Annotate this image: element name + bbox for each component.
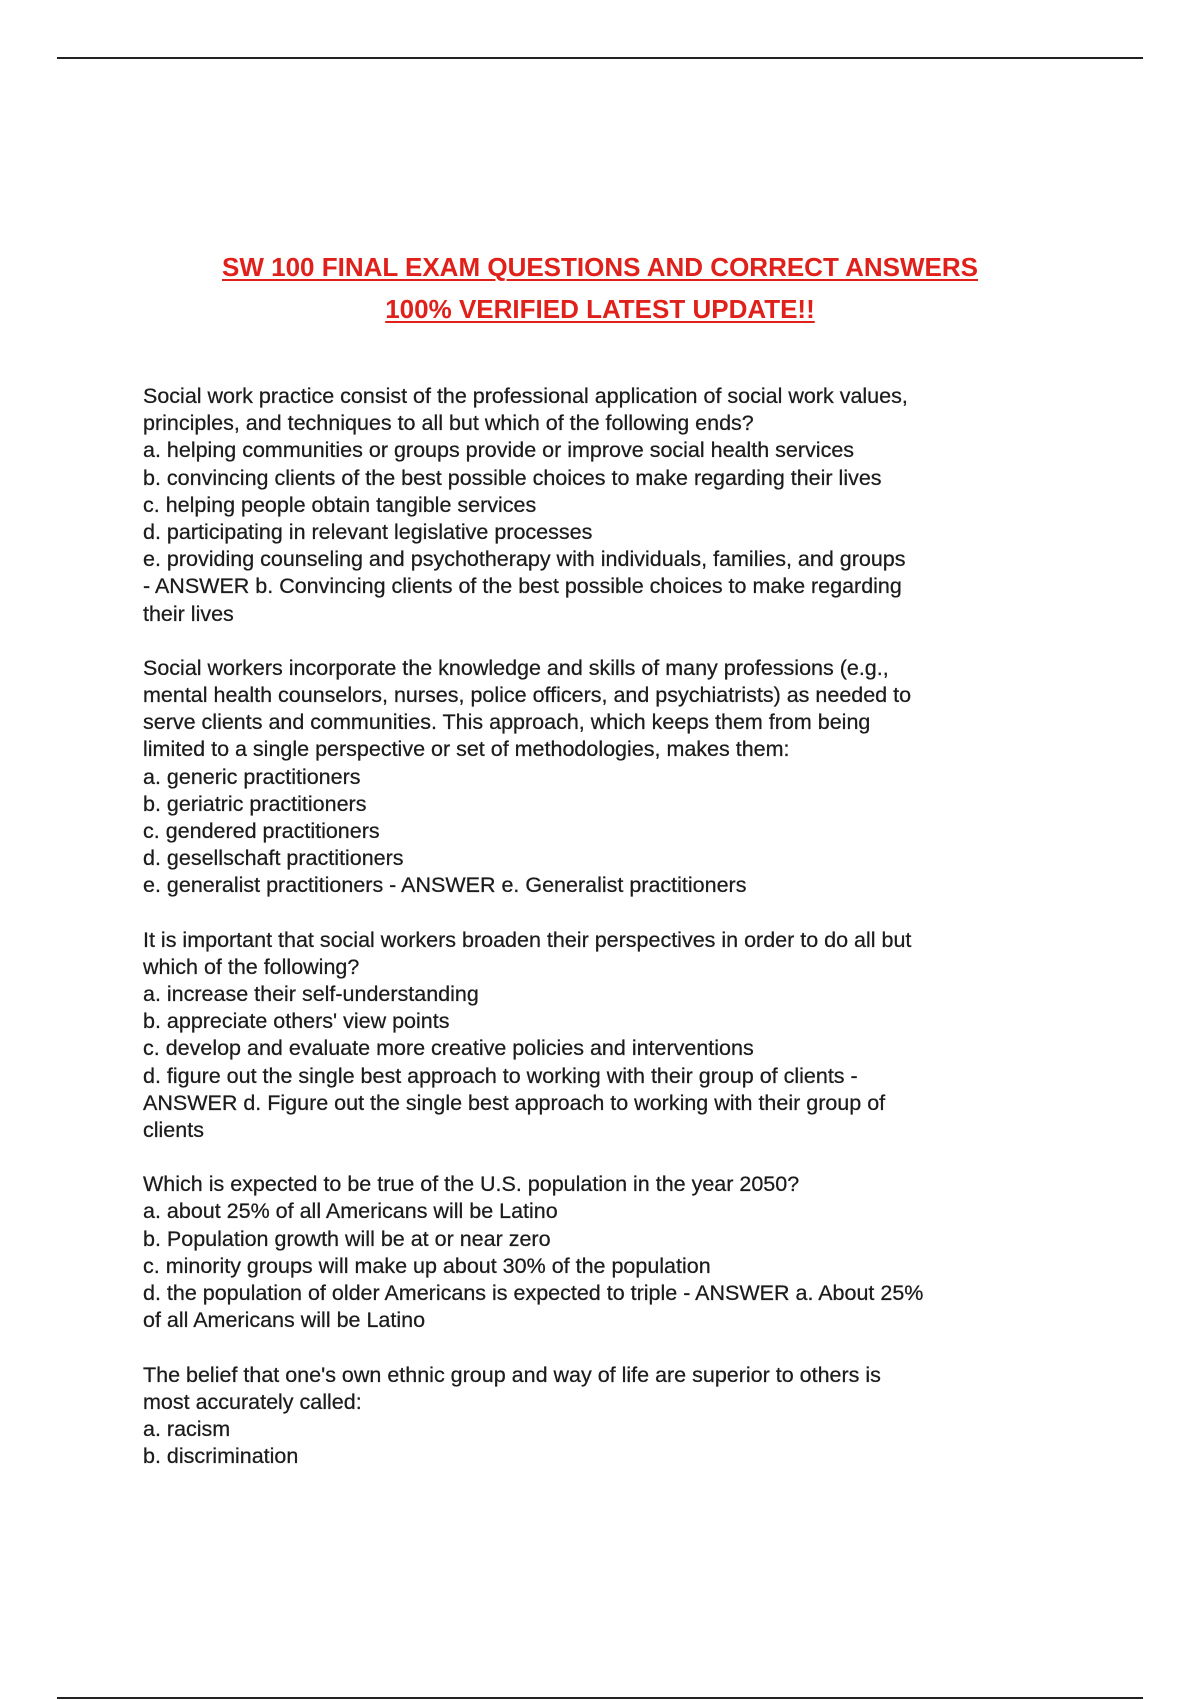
answer-option: d. participating in relevant legislative processes xyxy=(143,520,593,545)
question-block-4 xyxy=(143,1171,1073,1334)
answer-option: c. helping people obtain tangible services xyxy=(143,492,537,517)
questions-list xyxy=(143,383,1073,1497)
question-text: Which is expected to be true of the U.S. population in the year 2050? xyxy=(143,1172,800,1197)
correct-answer: ANSWER d. Figure out the single best approach to working with their group of xyxy=(143,1090,886,1115)
answer-option: a. increase their self-understanding xyxy=(143,982,479,1007)
question-text: mental health counselors, nurses, police officers, and psychiatrists) as needed to xyxy=(143,683,912,708)
answer-option: d. the population of older Americans is expected to triple - ANSWER a. About 25% xyxy=(143,1281,924,1306)
answer-option: a. helping communities or groups provide or improve social health services xyxy=(143,438,855,463)
correct-answer: clients xyxy=(143,1118,204,1143)
question-block-2 xyxy=(143,655,1073,900)
answer-option: e. providing counseling and psychotherapy with individuals, families, and groups xyxy=(143,547,906,572)
question-text: which of the following? xyxy=(143,954,360,979)
answer-option: a. about 25% of all Americans will be Latino xyxy=(143,1199,558,1224)
answer-option: a. racism xyxy=(143,1416,231,1441)
answer-option: c. develop and evaluate more creative policies and interventions xyxy=(143,1036,754,1061)
top-rule xyxy=(57,57,1143,59)
title-line-2: 100% VERIFIED LATEST UPDATE!! xyxy=(385,294,815,324)
correct-answer: e. generalist practitioners - ANSWER e. Generalist practitioners xyxy=(143,873,747,898)
question-text: principles, and techniques to all but which of the following ends? xyxy=(143,411,754,436)
correct-answer: their lives xyxy=(143,601,234,626)
question-text: most accurately called: xyxy=(143,1389,362,1414)
answer-option: d. figure out the single best approach to working with their group of clients - xyxy=(143,1063,858,1088)
question-text: The belief that one's own ethnic group and way of life are superior to others is xyxy=(143,1362,881,1387)
question-block-5 xyxy=(143,1362,1073,1471)
title-line-1: SW 100 FINAL EXAM QUESTIONS AND CORRECT ANSWERS xyxy=(222,252,978,282)
question-block-1 xyxy=(143,383,1073,628)
bottom-rule xyxy=(57,1697,1143,1699)
question-block-3 xyxy=(143,927,1073,1145)
question-text: Social work practice consist of the professional application of social work values, xyxy=(143,384,908,408)
answer-option: b. Population growth will be at or near zero xyxy=(143,1226,551,1251)
answer-option: c. minority groups will make up about 30% of the population xyxy=(143,1253,711,1278)
answer-option: c. gendered practitioners xyxy=(143,819,380,844)
answer-option: d. gesellschaft practitioners xyxy=(143,846,404,871)
question-text: Social workers incorporate the knowledge and skills of many professions (e.g., xyxy=(143,655,889,680)
question-text: serve clients and communities. This approach, which keeps them from being xyxy=(143,710,871,735)
answer-option: b. convincing clients of the best possible choices to make regarding their lives xyxy=(143,465,882,490)
answer-option: b. geriatric practitioners xyxy=(143,791,367,816)
question-text: limited to a single perspective or set of methodologies, makes them: xyxy=(143,737,790,762)
correct-answer: of all Americans will be Latino xyxy=(143,1308,426,1333)
question-text: It is important that social workers broaden their perspectives in order to do all but xyxy=(143,927,912,952)
answer-option: b. appreciate others' view points xyxy=(143,1009,450,1034)
answer-option: b. discrimination xyxy=(143,1444,299,1469)
document-title xyxy=(0,246,1200,330)
answer-option: a. generic practitioners xyxy=(143,764,361,789)
correct-answer: - ANSWER b. Convincing clients of the best possible choices to make regarding xyxy=(143,574,902,599)
